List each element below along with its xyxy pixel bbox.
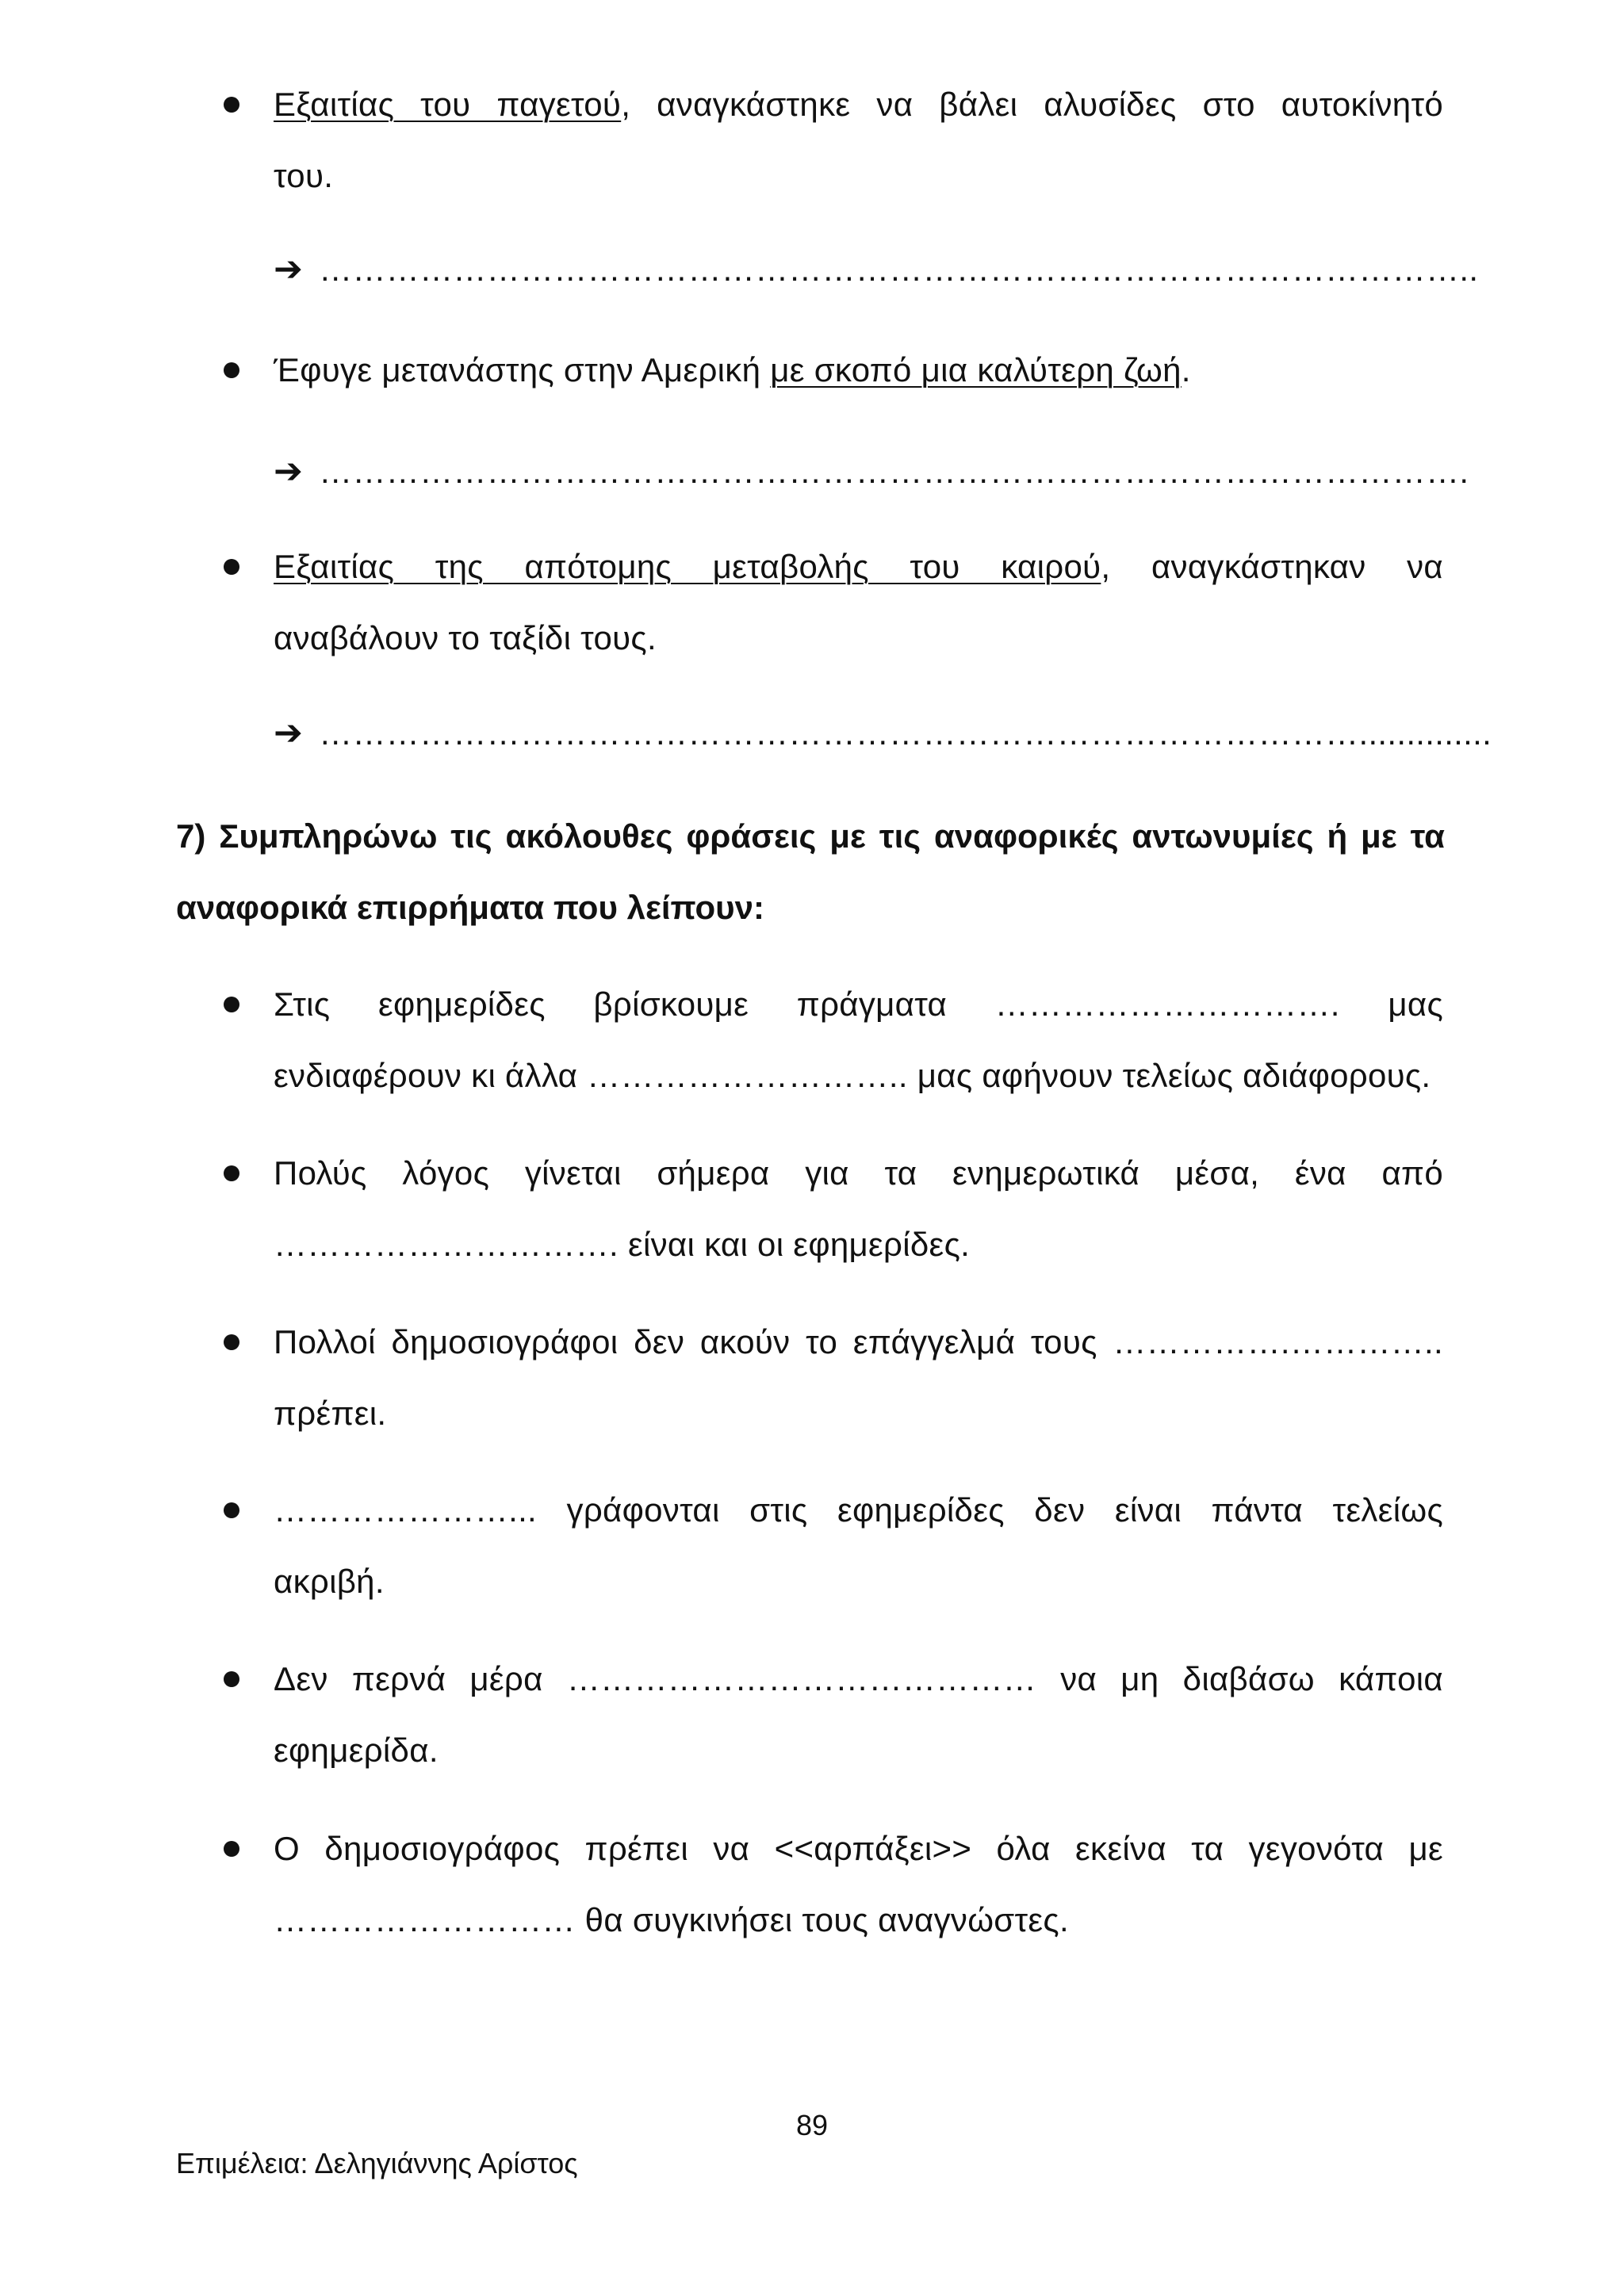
sentence-line: Πολλοί δημοσιογράφοι δεν ακούν το επάγγελμά τους …………….………….. [274, 1323, 1443, 1360]
sentence-line [274, 531, 1443, 603]
sentence-line: πρέπει. [274, 1395, 387, 1432]
underlined-phrase: με σκοπό μια καλύτερη ζωή [770, 351, 1182, 388]
sentence-line: ακριβή. [274, 1563, 385, 1600]
sentence-item [274, 69, 1443, 212]
footer-credit: Επιμέλεια: Δεληγιάννης Αρίστος [176, 2147, 578, 2179]
sentence-line: εφημερίδα. [274, 1732, 439, 1769]
sentence-line: του. [274, 157, 334, 194]
sentence-item [274, 531, 1443, 674]
sentence-line: Δεν περνά μέρα …………………………………… να μη διαβάσω κάποια [274, 1660, 1443, 1697]
sentence-line: …………………... γράφονται στις εφημερίδες δεν είναι πάντα τελείως [274, 1491, 1443, 1529]
answer-line [274, 436, 1469, 507]
sentence-line: Ο δημοσιογράφος πρέπει να <<αρπάξει>> όλα εκείνα τα γεγονότα με [274, 1830, 1443, 1867]
bullet-icon [224, 1841, 239, 1857]
fill-item [274, 1475, 1443, 1617]
exercise-heading [176, 801, 1445, 943]
fill-item [274, 1644, 1443, 1786]
page-number: 89 [795, 2109, 829, 2141]
bullet-icon [224, 97, 239, 113]
underlined-phrase: Εξαιτίας της απότομης μεταβολής του καιρού [274, 548, 1101, 585]
bullet-icon [224, 1502, 239, 1518]
fill-item [274, 1813, 1443, 1956]
arrow-right-icon: ➔ [274, 714, 304, 752]
bullet-icon [224, 1334, 239, 1350]
bullet-icon [224, 1165, 239, 1181]
sentence-text: , αναγκάστηκε να βάλει αλυσίδες στο αυτοκίνητό [621, 86, 1443, 123]
answer-blank: ………………………………………………………………………………….............. [319, 714, 1492, 752]
bullet-icon [224, 362, 239, 378]
bullet-icon [224, 559, 239, 575]
sentence-item [274, 335, 1443, 406]
answer-blank: …………………………………………………………………………………………. [319, 453, 1469, 490]
sentence-text: Έφυγε μετανάστης στην Αμερική [274, 351, 771, 388]
arrow-right-icon: ➔ [274, 250, 304, 289]
sentence-line: Πολύς λόγος γίνεται σήμερα για τα ενημερωτικά μέσα, ένα από [274, 1154, 1443, 1192]
sentence-text: . [1181, 351, 1191, 388]
bullet-icon [224, 1671, 239, 1687]
fill-item [274, 1307, 1443, 1449]
sentence-line: Στις εφημερίδες βρίσκουμε πράγματα …………………………. μας [274, 985, 1443, 1023]
fill-item [274, 1138, 1443, 1280]
sentence-line: αναβάλουν το ταξίδι τους. [274, 619, 657, 656]
sentence-line [274, 69, 1443, 140]
heading-line: αναφορικά επιρρήματα που λείπουν: [176, 889, 764, 926]
heading-line: 7) Συμπληρώνω τις ακόλουθες φράσεις με τις αναφορικές αντωνυμίες ή με τα [176, 817, 1445, 855]
underlined-phrase: Εξαιτίας του παγετού [274, 86, 622, 123]
sentence-text: , αναγκάστηκαν να [1101, 548, 1444, 585]
sentence-line: …………………………. είναι και οι εφημερίδες. [274, 1226, 971, 1263]
sentence-line: ……………………… θα συγκινήσει τους αναγνώστες. [274, 1901, 1069, 1938]
answer-line [274, 698, 1492, 769]
sentence-line: ενδιαφέρουν κι άλλα ……………………….. μας αφήνουν τελείως αδιάφορους. [274, 1057, 1431, 1094]
answer-blank: ………………………………………………………………………………………….. [319, 251, 1479, 288]
answer-line [274, 234, 1479, 305]
arrow-right-icon: ➔ [274, 452, 304, 491]
bullet-icon [224, 997, 239, 1012]
fill-item [274, 969, 1443, 1112]
